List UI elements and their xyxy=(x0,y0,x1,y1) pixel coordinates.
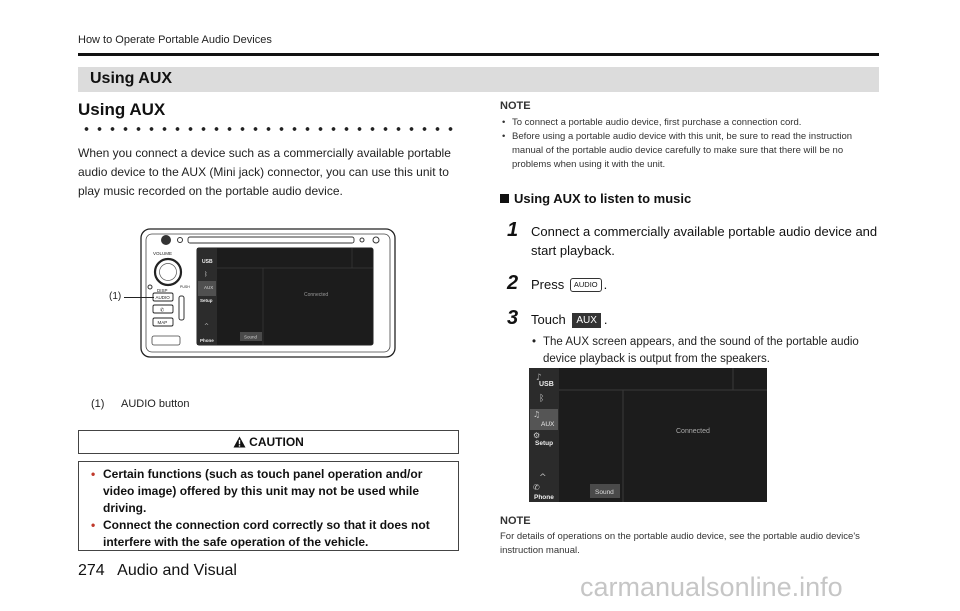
note-item: • To connect a portable audio device, first purchase a connection cord. xyxy=(500,116,880,130)
callout-line xyxy=(124,297,154,298)
scroll-up-icon: ^ xyxy=(539,473,547,483)
callout-label: (1) xyxy=(109,291,122,302)
power-knob xyxy=(161,235,171,245)
map-hard-button-label: MAP xyxy=(157,320,168,325)
aux-icon: ♫ xyxy=(533,410,541,419)
phone-icon: ✆ xyxy=(533,483,540,492)
head-unit-screen xyxy=(197,248,373,345)
aux-screen-menu-setup: Setup xyxy=(535,440,554,447)
watermark: carmanualsonline.info xyxy=(580,572,843,602)
volume-knob xyxy=(155,259,181,285)
subheading-text: Using AUX to listen to music xyxy=(514,191,692,206)
section-bar xyxy=(78,67,879,92)
aux-screen-illustration xyxy=(529,368,767,502)
warning-icon xyxy=(233,436,246,448)
step-text-post: . xyxy=(603,277,608,292)
head-unit-illustration xyxy=(140,228,396,358)
step-number: 3 xyxy=(507,307,519,329)
audio-hard-button-label: AUDIO xyxy=(155,295,170,300)
step-number: 2 xyxy=(507,272,519,294)
step-text-pre: Press xyxy=(531,277,565,292)
section-bar-title: Using AUX xyxy=(90,70,173,87)
usb-icon: ♪ xyxy=(536,373,542,383)
section-heading: Using AUX xyxy=(78,100,166,119)
screen-menu-usb: USB xyxy=(202,259,213,265)
step-3-detail xyxy=(530,334,885,368)
caution-title xyxy=(79,435,458,449)
caution-item: • Certain functions (such as touch panel operation and/or video image) offered by this unit may not be used while driving. xyxy=(89,466,448,517)
note-item: • Before using a portable audio device with this unit, be sure to read the instruction manual of the portable audio device carefully to make sure that there will be no problems when using it with the unit. xyxy=(500,130,880,172)
aux-screen-menu-phone: Phone xyxy=(534,494,554,501)
audio-key-icon: AUDIO xyxy=(570,278,602,292)
step-text-pre: Touch xyxy=(531,312,566,327)
caution-header xyxy=(78,430,459,454)
caution-item: • Connect the connection cord correctly so that it does not interfere with the safe operation of the vehicle. xyxy=(89,517,448,551)
figure-caption-text: AUDIO button xyxy=(121,398,190,410)
subheading xyxy=(500,191,691,206)
aux-screen-menu-usb: USB xyxy=(539,381,554,388)
screen-menu-aux: AUX xyxy=(204,285,214,290)
page-footer: 274 Audio and Visual xyxy=(78,562,237,579)
screen-menu-phone: Phone xyxy=(200,338,214,343)
note-text: For details of operations on the portable audio device, see the portable audio device's instruction manual. xyxy=(500,531,860,556)
dotted-rule xyxy=(80,126,460,132)
screen-connected-text: Connected xyxy=(304,292,329,298)
caution-title-text: CAUTION xyxy=(249,435,304,449)
figure-caption xyxy=(91,398,189,410)
step-detail-item: • The AUX screen appears, and the sound of the portable audio device playback is output from the speakers. xyxy=(530,334,885,368)
aux-screen-connected-text: Connected xyxy=(676,428,710,435)
scroll-up-icon: ^ xyxy=(204,323,210,330)
screen-sound-button: Sound xyxy=(244,334,258,340)
disp-label: DISP xyxy=(157,288,168,293)
note-label: NOTE xyxy=(500,100,531,112)
aux-screen-background xyxy=(529,368,767,502)
note-label: NOTE xyxy=(500,515,531,527)
step-text xyxy=(531,310,886,329)
aux-screen-menu-aux: AUX xyxy=(541,421,555,428)
bluetooth-icon: ᛒ xyxy=(539,394,545,404)
volume-label: VOLUME xyxy=(153,251,173,256)
step-text: Connect a commercially available portable audio device and start playback. xyxy=(531,224,878,258)
caution-list xyxy=(79,462,458,551)
phone-icon: ✆ xyxy=(160,307,165,314)
note-list xyxy=(500,116,880,172)
square-bullet-icon xyxy=(500,194,509,203)
bluetooth-icon: ᛒ xyxy=(204,271,208,278)
aux-key-icon: AUX xyxy=(572,313,601,328)
running-header: How to Operate Portable Audio Devices xyxy=(78,34,272,46)
push-label: PUSH xyxy=(180,285,190,289)
aux-sound-button-label: Sound xyxy=(595,489,614,496)
gear-icon: ⚙ xyxy=(533,431,541,440)
caution-body xyxy=(78,461,459,551)
step-number: 1 xyxy=(507,219,519,241)
step-text xyxy=(531,275,886,294)
figure-caption-number: (1) xyxy=(91,398,105,410)
step-text-post: . xyxy=(603,312,608,327)
screen-menu-setup: Setup xyxy=(200,298,213,303)
disc-slot xyxy=(188,237,354,243)
header-rule xyxy=(78,53,879,56)
intro-paragraph: When you connect a device such as a commercially available portable audio device to the AUX (Mini jack) connector, you can use this unit to play music recorded on the portable audio device. xyxy=(78,146,451,198)
